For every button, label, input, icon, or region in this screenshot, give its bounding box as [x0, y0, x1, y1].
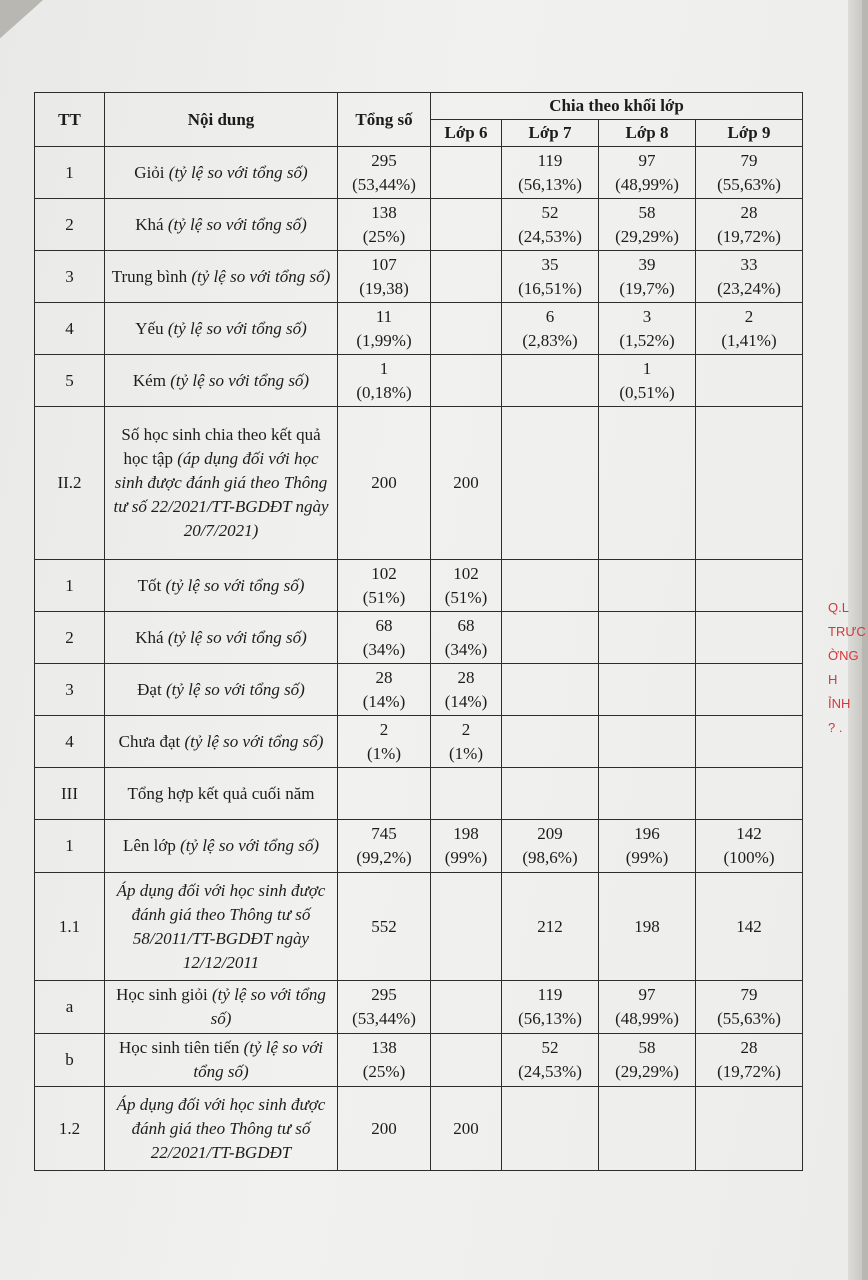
cell-value: 52 — [541, 202, 559, 222]
row-number-text: 1.2 — [58, 1118, 81, 1138]
cell-value: 138 — [371, 202, 397, 222]
row-label: Chưa đạt — [118, 731, 181, 751]
row-content — [105, 664, 338, 716]
row-note: (tỷ lệ so với tổng số) — [167, 214, 307, 234]
row-note: Áp dụng đối với học sinh được đánh giá theo Thông tư số 58/2011/TT-BGDĐT ngày 12/12/2011 — [116, 880, 326, 972]
row-number-text: 1.1 — [58, 916, 81, 936]
cell-grade-9 — [696, 1034, 803, 1087]
cell-value: 79 — [740, 150, 758, 170]
cell-value: 2 — [744, 306, 754, 326]
row-number-text: 1 — [65, 162, 74, 182]
cell-grade-7 — [502, 664, 599, 716]
row-label: Lên lớp — [122, 836, 176, 855]
cell-grade-7 — [502, 355, 599, 407]
row-number — [35, 664, 105, 716]
cell-grade-8 — [599, 303, 696, 355]
cell-percent: (24,53%) — [518, 226, 582, 246]
row-label: Trung bình — [111, 266, 188, 286]
row-label: Giỏi — [134, 162, 165, 182]
row-content — [105, 147, 338, 199]
cell-grade-9 — [696, 716, 803, 768]
cell-value: 97 — [638, 150, 656, 170]
cell-grade-8 — [599, 664, 696, 716]
cell-grade-9 — [696, 407, 803, 560]
table-row — [35, 1087, 803, 1171]
row-note: (tỷ lệ so với tổng số) — [165, 679, 305, 699]
cell-grade-6 — [431, 1034, 502, 1087]
row-content — [105, 716, 338, 768]
cell-grade-9 — [696, 303, 803, 355]
row-note: (áp dụng đối với học sinh được đánh giá theo Thông tư số 22/2021/TT-BGDĐT ngày 20/7/2021) — [113, 449, 329, 540]
cell-value: 200 — [453, 473, 479, 492]
cell-value: 196 — [634, 824, 660, 843]
row-number — [35, 612, 105, 664]
cell-grade-6 — [431, 407, 502, 560]
cell-value: 198 — [453, 824, 479, 843]
cell-percent: (1,41%) — [721, 330, 777, 350]
cell-percent: (55,63%) — [717, 174, 781, 194]
row-number-text: 2 — [65, 214, 74, 234]
cell-grade-9 — [696, 1087, 803, 1171]
table-row — [35, 981, 803, 1034]
cell-total — [338, 873, 431, 981]
table-body — [35, 147, 803, 1171]
cell-value: 3 — [642, 306, 652, 326]
cell-value: 138 — [371, 1038, 397, 1057]
cell-grade-8 — [599, 1087, 696, 1171]
cell-value: 107 — [371, 254, 397, 274]
cell-value: 102 — [371, 563, 397, 583]
row-label: Khá — [135, 214, 164, 234]
cell-value: 68 — [457, 615, 475, 635]
cell-grade-9 — [696, 664, 803, 716]
table-row — [35, 820, 803, 873]
row-label: Kém — [132, 370, 166, 390]
cell-grade-6 — [431, 560, 502, 612]
cell-value: 2 — [461, 719, 471, 739]
cell-grade-7 — [502, 251, 599, 303]
cell-percent: (55,63%) — [717, 1009, 781, 1028]
header-tt: TT — [35, 93, 105, 147]
row-number-text: 3 — [65, 679, 74, 699]
row-content — [105, 1034, 338, 1087]
cell-grade-6 — [431, 768, 502, 820]
cell-total — [338, 251, 431, 303]
row-label: Số học sinh chia theo kết quả học tập — [121, 425, 321, 468]
cell-grade-9 — [696, 147, 803, 199]
row-note: (tỷ lệ so với tổng số) — [180, 836, 320, 855]
cell-percent: (51%) — [444, 587, 488, 607]
cell-grade-6 — [431, 199, 502, 251]
cell-percent: (99%) — [444, 848, 488, 867]
stamp-line: ? . — [828, 720, 843, 735]
table-row — [35, 612, 803, 664]
header-grade-group: Chia theo khối lớp — [431, 93, 803, 120]
cell-total — [338, 820, 431, 873]
cell-value: 1 — [379, 358, 389, 378]
cell-percent: (19,38) — [359, 278, 409, 298]
cell-percent: (29,29%) — [615, 226, 679, 246]
row-number-text: 5 — [65, 370, 74, 390]
cell-percent: (2,83%) — [522, 330, 578, 350]
cell-total — [338, 303, 431, 355]
cell-grade-7 — [502, 981, 599, 1034]
row-label: Học sinh giỏi — [116, 985, 208, 1004]
cell-value: 209 — [537, 824, 563, 843]
row-content — [105, 873, 338, 981]
header-total: Tổng số — [338, 93, 431, 147]
header-grade-8: Lớp 8 — [599, 120, 696, 147]
row-label: Khá — [135, 627, 164, 647]
row-number — [35, 199, 105, 251]
cell-percent: (98,6%) — [522, 848, 578, 867]
cell-percent: (53,44%) — [352, 1009, 416, 1028]
row-label: Tổng hợp kết quả cuối năm — [127, 783, 315, 803]
cell-percent: (14%) — [444, 691, 488, 711]
row-number-text: 1 — [65, 836, 74, 855]
row-note: (tỷ lệ so với tổng số) — [167, 627, 307, 647]
row-content — [105, 981, 338, 1034]
row-number — [35, 873, 105, 981]
cell-percent: (99%) — [625, 848, 669, 867]
cell-total — [338, 355, 431, 407]
cell-percent: (0,51%) — [619, 382, 675, 402]
row-content — [105, 407, 338, 560]
cell-percent: (1%) — [367, 743, 401, 763]
table-row — [35, 664, 803, 716]
cell-value: 200 — [453, 1118, 479, 1138]
row-content — [105, 768, 338, 820]
cell-value: 200 — [371, 1118, 397, 1138]
row-note: (tỷ lệ so với tổng số) — [184, 731, 324, 751]
cell-grade-8 — [599, 407, 696, 560]
cell-grade-7 — [502, 1034, 599, 1087]
cell-value: 28 — [740, 202, 758, 222]
cell-grade-9 — [696, 355, 803, 407]
table-row — [35, 560, 803, 612]
table-row — [35, 407, 803, 560]
cell-grade-8 — [599, 560, 696, 612]
cell-grade-6 — [431, 355, 502, 407]
cell-value: 2 — [379, 719, 389, 739]
row-content — [105, 612, 338, 664]
row-number-text: II.2 — [57, 473, 82, 492]
cell-grade-6 — [431, 981, 502, 1034]
cell-percent: (53,44%) — [352, 174, 416, 194]
row-number — [35, 251, 105, 303]
row-number-text: 1 — [65, 575, 74, 595]
cell-value: 52 — [541, 1038, 559, 1057]
cell-percent: (56,13%) — [518, 174, 582, 194]
cell-grade-6 — [431, 664, 502, 716]
cell-value: 6 — [545, 306, 555, 326]
cell-grade-8 — [599, 873, 696, 981]
cell-value: 35 — [541, 254, 559, 274]
cell-value: 28 — [375, 667, 393, 687]
cell-grade-8 — [599, 199, 696, 251]
cell-grade-9 — [696, 612, 803, 664]
cell-grade-8 — [599, 820, 696, 873]
cell-grade-7 — [502, 407, 599, 560]
row-number — [35, 407, 105, 560]
cell-value: 79 — [740, 985, 758, 1004]
row-content — [105, 560, 338, 612]
cell-value: 200 — [371, 473, 397, 492]
row-number — [35, 768, 105, 820]
cell-grade-6 — [431, 1087, 502, 1171]
results-table — [34, 92, 803, 1171]
cell-grade-7 — [502, 147, 599, 199]
row-number — [35, 1087, 105, 1171]
cell-grade-8 — [599, 355, 696, 407]
row-number-text: 4 — [65, 318, 74, 338]
cell-percent: (19,7%) — [619, 278, 675, 298]
row-number — [35, 355, 105, 407]
row-note: (tỷ lệ so với tổng số) — [165, 575, 305, 595]
cell-value: 142 — [736, 824, 762, 843]
row-content — [105, 1087, 338, 1171]
cell-percent: (1,52%) — [619, 330, 675, 350]
row-number-text: 4 — [65, 731, 74, 751]
cell-percent: (19,72%) — [717, 1062, 781, 1081]
cell-total — [338, 147, 431, 199]
cell-total — [338, 612, 431, 664]
header-grade-9: Lớp 9 — [696, 120, 803, 147]
cell-grade-7 — [502, 768, 599, 820]
cell-total — [338, 560, 431, 612]
cell-percent: (24,53%) — [518, 1062, 582, 1081]
row-content — [105, 251, 338, 303]
cell-percent: (99,2%) — [356, 848, 412, 867]
stamp-line: Q.L — [828, 600, 849, 615]
row-note: Áp dụng đối với học sinh được đánh giá theo Thông tư số 22/2021/TT-BGDĐT — [116, 1094, 326, 1162]
cell-grade-9 — [696, 820, 803, 873]
cell-value: 295 — [371, 150, 397, 170]
row-number-text: 2 — [65, 627, 74, 647]
cell-value: 39 — [638, 254, 656, 274]
cell-percent: (25%) — [362, 1062, 406, 1081]
cell-percent: (19,72%) — [717, 226, 781, 246]
cell-total — [338, 664, 431, 716]
row-note: (tỷ lệ so với tổng số) — [170, 370, 310, 390]
row-label: Học sinh tiên tiến — [118, 1038, 240, 1057]
red-stamp-fragment — [828, 596, 868, 746]
table-row — [35, 147, 803, 199]
cell-value: 97 — [638, 985, 656, 1004]
row-number-text: III — [61, 783, 78, 803]
cell-value: 28 — [457, 667, 475, 687]
cell-total — [338, 1087, 431, 1171]
row-number — [35, 1034, 105, 1087]
cell-grade-8 — [599, 251, 696, 303]
stamp-line: ỈNH — [828, 696, 851, 711]
cell-total — [338, 768, 431, 820]
cell-percent: (16,51%) — [518, 278, 582, 298]
cell-grade-6 — [431, 820, 502, 873]
cell-grade-7 — [502, 820, 599, 873]
cell-percent: (34%) — [444, 639, 488, 659]
cell-percent: (14%) — [362, 691, 406, 711]
cell-grade-6 — [431, 147, 502, 199]
cell-percent: (29,29%) — [615, 1062, 679, 1081]
row-number-text: 3 — [65, 266, 74, 286]
cell-grade-9 — [696, 251, 803, 303]
cell-percent: (1,99%) — [356, 330, 412, 350]
cell-grade-7 — [502, 303, 599, 355]
cell-total — [338, 716, 431, 768]
cell-value: 119 — [537, 150, 563, 170]
table-row — [35, 303, 803, 355]
header-content: Nội dung — [105, 93, 338, 147]
cell-percent: (56,13%) — [518, 1009, 582, 1028]
header-grade-7: Lớp 7 — [502, 120, 599, 147]
cell-percent: (34%) — [362, 639, 406, 659]
cell-grade-6 — [431, 251, 502, 303]
row-note: (tỷ lệ so với tổng số) — [168, 162, 308, 182]
cell-percent: (51%) — [362, 587, 406, 607]
cell-total — [338, 981, 431, 1034]
table-row — [35, 873, 803, 981]
row-note: (tỷ lệ so với tổng số) — [210, 985, 326, 1028]
cell-value: 58 — [638, 202, 656, 222]
row-content — [105, 199, 338, 251]
cell-value: 212 — [537, 916, 563, 936]
table-row — [35, 199, 803, 251]
cell-value: 142 — [736, 916, 762, 936]
row-label: Đạt — [137, 679, 162, 699]
row-number-text: b — [65, 1050, 74, 1069]
row-note: (tỷ lệ so với tổng số) — [191, 266, 331, 286]
cell-percent: (48,99%) — [615, 1009, 679, 1028]
cell-percent: (1%) — [449, 743, 483, 763]
cell-grade-8 — [599, 1034, 696, 1087]
cell-percent: (23,24%) — [717, 278, 781, 298]
row-number — [35, 303, 105, 355]
cell-total — [338, 407, 431, 560]
cell-value: 198 — [634, 916, 660, 936]
cell-percent: (100%) — [723, 848, 775, 867]
cell-percent: (48,99%) — [615, 174, 679, 194]
cell-grade-7 — [502, 199, 599, 251]
cell-grade-9 — [696, 199, 803, 251]
cell-value: 28 — [740, 1038, 758, 1057]
row-content — [105, 303, 338, 355]
cell-grade-7 — [502, 612, 599, 664]
cell-grade-8 — [599, 612, 696, 664]
cell-grade-6 — [431, 612, 502, 664]
cell-grade-7 — [502, 1087, 599, 1171]
cell-grade-8 — [599, 981, 696, 1034]
row-number — [35, 716, 105, 768]
table-row — [35, 251, 803, 303]
row-number — [35, 981, 105, 1034]
cell-percent: (0,18%) — [356, 382, 412, 402]
cell-grade-9 — [696, 873, 803, 981]
row-label: Yếu — [135, 318, 164, 338]
row-note: (tỷ lệ so với tổng số) — [193, 1038, 324, 1081]
row-number-text: a — [65, 997, 74, 1016]
table-row — [35, 768, 803, 820]
cell-value: 1 — [642, 358, 652, 378]
cell-value: 33 — [740, 254, 758, 274]
cell-grade-6 — [431, 716, 502, 768]
header-grade-6: Lớp 6 — [431, 120, 502, 147]
cell-grade-7 — [502, 716, 599, 768]
cell-grade-8 — [599, 768, 696, 820]
row-content — [105, 820, 338, 873]
cell-value: 11 — [375, 306, 393, 326]
cell-value: 552 — [371, 916, 397, 936]
cell-value: 745 — [371, 824, 397, 843]
row-label: Tốt — [137, 575, 162, 595]
table-row — [35, 716, 803, 768]
row-number — [35, 560, 105, 612]
cell-percent: (25%) — [362, 226, 406, 246]
cell-grade-6 — [431, 873, 502, 981]
row-number — [35, 820, 105, 873]
cell-grade-7 — [502, 560, 599, 612]
cell-grade-9 — [696, 560, 803, 612]
cell-grade-8 — [599, 147, 696, 199]
cell-total — [338, 199, 431, 251]
cell-value: 119 — [537, 985, 563, 1004]
table-row — [35, 1034, 803, 1087]
cell-grade-6 — [431, 303, 502, 355]
cell-grade-8 — [599, 716, 696, 768]
table-row — [35, 355, 803, 407]
row-number — [35, 147, 105, 199]
cell-grade-9 — [696, 768, 803, 820]
row-content — [105, 355, 338, 407]
cell-grade-9 — [696, 981, 803, 1034]
cell-value: 68 — [375, 615, 393, 635]
cell-grade-7 — [502, 873, 599, 981]
cell-value: 102 — [453, 563, 479, 583]
cell-total — [338, 1034, 431, 1087]
stamp-line: ỜNG H — [828, 648, 859, 687]
cell-value: 295 — [371, 985, 397, 1004]
stamp-line: TRƯC — [828, 624, 866, 639]
cell-value: 58 — [638, 1038, 656, 1057]
row-note: (tỷ lệ so với tổng số) — [167, 318, 307, 338]
